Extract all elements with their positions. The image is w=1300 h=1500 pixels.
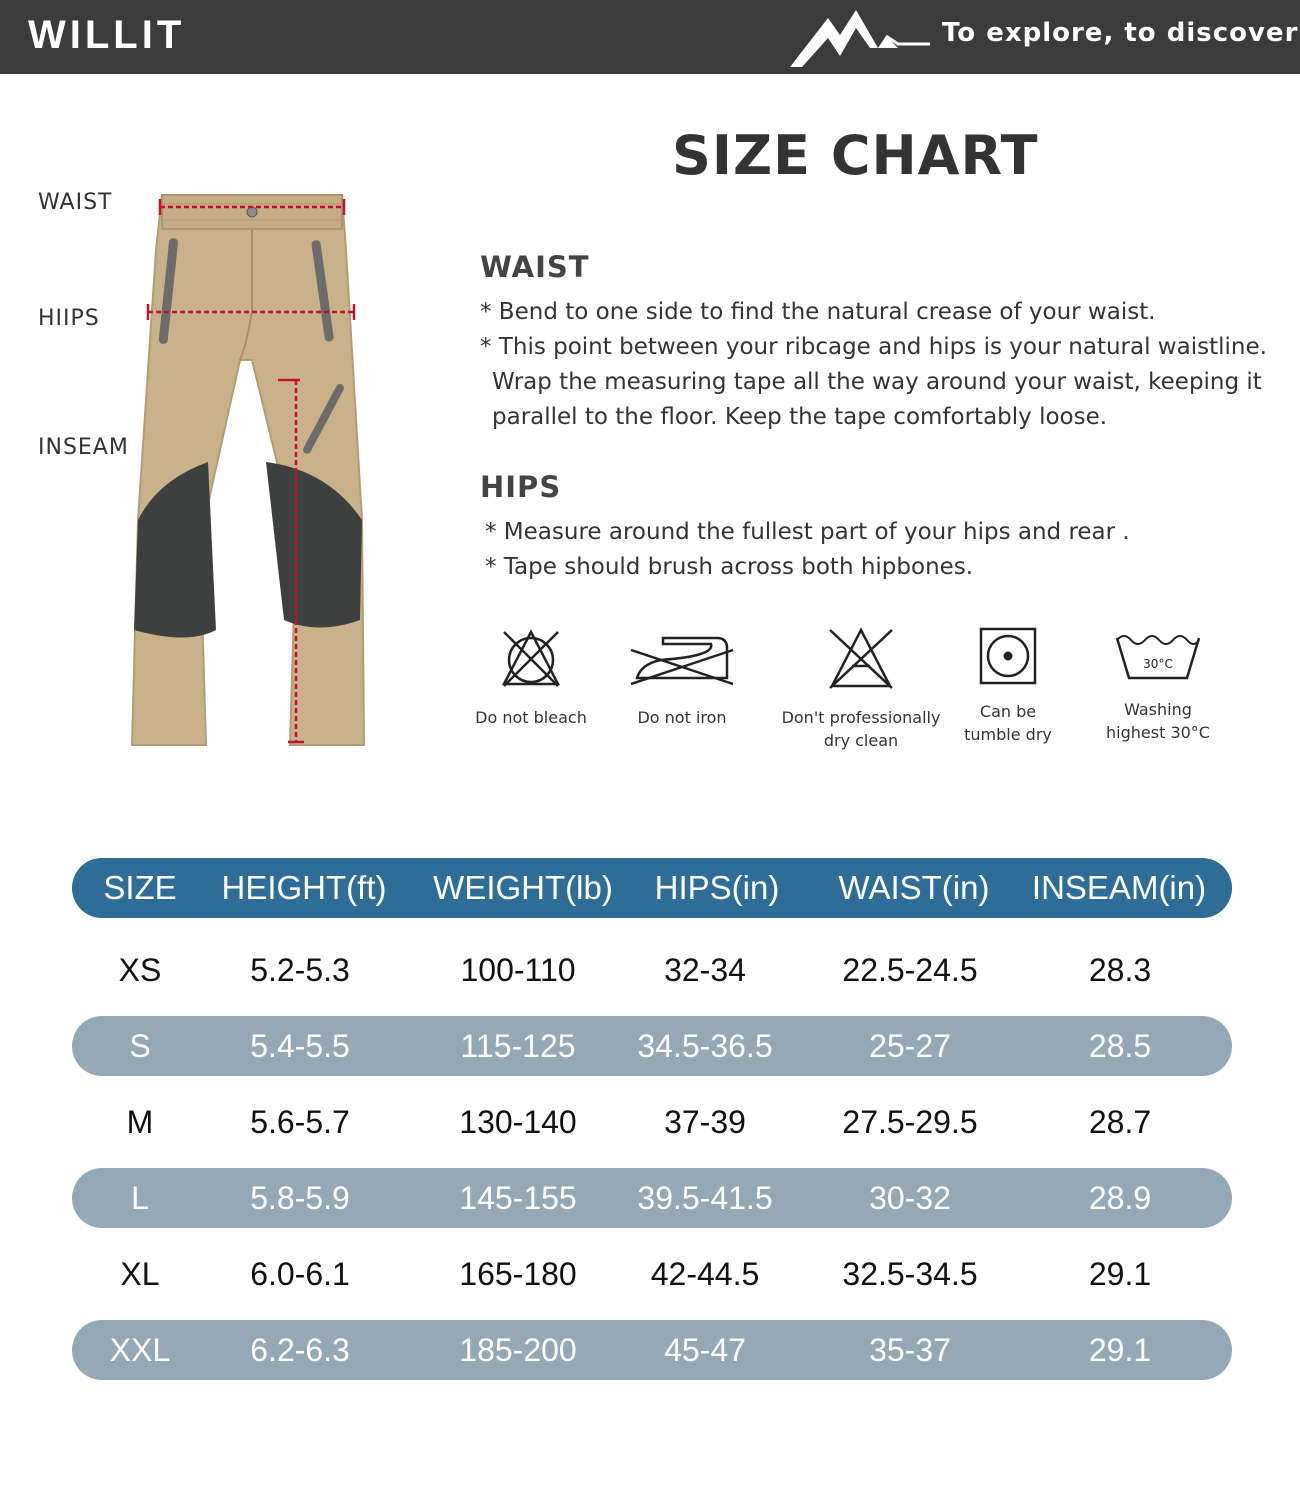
table-row <box>72 1244 1232 1304</box>
pant-label-hips: HIIPS <box>38 306 100 331</box>
table-row <box>72 1016 1232 1076</box>
cell-weight: 165-180 <box>459 1256 577 1292</box>
waist-bullet-4: parallel to the floor. Keep the tape comfortably loose. <box>492 404 1108 430</box>
waist-bullet-1: * Bend to one side to find the natural crease of your waist. <box>480 299 1156 325</box>
waist-heading: WAIST <box>480 250 590 284</box>
pants-illustration <box>128 190 368 750</box>
cell-size: XS <box>118 952 162 988</box>
cell-weight: 185-200 <box>459 1332 577 1368</box>
care-label-iron: Do not iron <box>637 708 727 727</box>
cell-hips: 34.5-36.5 <box>637 1028 773 1064</box>
cell-weight: 115-125 <box>460 1028 576 1064</box>
wash-30-icon <box>1113 630 1203 684</box>
care-label-wash: Washing highest 30°C <box>1106 700 1210 742</box>
cell-waist: 27.5-29.5 <box>842 1104 978 1140</box>
column-header-weight: WEIGHT(lb) <box>433 869 613 906</box>
waist-bullet-2: * This point between your ribcage and hips is your natural waistline. <box>480 334 1267 360</box>
cell-size: S <box>129 1028 151 1064</box>
cell-hips: 45-47 <box>664 1332 746 1368</box>
cell-weight: 145-155 <box>459 1180 577 1216</box>
cell-waist: 32.5-34.5 <box>842 1256 978 1292</box>
tagline: To explore, to discover <box>942 18 1299 48</box>
cell-weight: 100-110 <box>460 952 576 988</box>
column-header-size: SIZE <box>103 869 177 906</box>
cell-inseam: 29.1 <box>1088 1256 1152 1292</box>
column-header-waist: WAIST(in) <box>838 869 990 906</box>
cell-size: XL <box>120 1256 160 1292</box>
care-do-not-iron <box>597 626 767 729</box>
cell-height: 5.4-5.5 <box>250 1028 350 1064</box>
cell-waist: 22.5-24.5 <box>842 952 978 988</box>
cell-height: 6.0-6.1 <box>250 1256 350 1292</box>
cell-waist: 25-27 <box>869 1028 951 1064</box>
hips-bullet-2: * Tape should brush across both hipbones. <box>485 554 974 580</box>
care-do-not-bleach <box>446 626 616 729</box>
care-tumble-dry <box>923 626 1093 746</box>
do-not-iron-icon <box>627 626 737 692</box>
mountain-peaks-icon <box>788 4 933 70</box>
cell-weight: 130-140 <box>459 1104 577 1140</box>
care-label-tumble: Can be tumble dry <box>964 702 1052 744</box>
table-row <box>72 1168 1232 1228</box>
cell-height: 5.8-5.9 <box>250 1180 350 1216</box>
do-not-dry-clean-icon <box>826 626 896 692</box>
cell-inseam: 28.9 <box>1088 1180 1152 1216</box>
cell-height: 5.6-5.7 <box>250 1104 350 1140</box>
cell-size: M <box>126 1104 154 1140</box>
care-label-bleach: Do not bleach <box>475 708 587 727</box>
hips-heading: HIPS <box>480 470 562 504</box>
tumble-dry-icon <box>978 626 1038 686</box>
cell-waist: 35-37 <box>869 1332 951 1368</box>
cell-height: 6.2-6.3 <box>250 1332 350 1368</box>
cell-waist: 30-32 <box>869 1180 951 1216</box>
waist-bullet-3: Wrap the measuring tape all the way around your waist, keeping it <box>492 369 1262 395</box>
column-header-hips: HIPS(in) <box>654 869 780 906</box>
cell-size: XXL <box>109 1332 171 1368</box>
cell-hips: 39.5-41.5 <box>637 1180 773 1216</box>
table-row <box>72 1092 1232 1152</box>
table-header-row <box>72 858 1232 918</box>
cell-hips: 32-34 <box>664 952 746 988</box>
cell-height: 5.2-5.3 <box>250 952 350 988</box>
brand-name: WILLIT <box>28 13 186 57</box>
cell-hips: 37-39 <box>664 1104 746 1140</box>
pant-label-waist: WAIST <box>38 190 113 215</box>
hips-bullet-1: * Measure around the fullest part of your hips and rear . <box>485 519 1130 545</box>
do-not-bleach-icon <box>498 626 564 692</box>
cell-inseam: 28.7 <box>1088 1104 1152 1140</box>
cell-inseam: 29.1 <box>1088 1332 1152 1368</box>
care-label-dry-clean: Don't professionally dry clean <box>781 708 941 750</box>
wash-temperature: 30°C <box>1143 657 1173 671</box>
column-header-height: HEIGHT(ft) <box>221 869 387 906</box>
table-row <box>72 940 1232 1000</box>
cell-inseam: 28.5 <box>1088 1028 1152 1064</box>
care-wash-30 <box>1073 630 1243 744</box>
header-bar <box>0 0 1300 74</box>
page-title: SIZE CHART <box>672 124 1039 187</box>
cell-size: L <box>131 1180 149 1216</box>
pant-label-inseam: INSEAM <box>38 435 129 460</box>
table-row <box>72 1320 1232 1380</box>
care-do-not-dry-clean <box>776 626 946 752</box>
cell-hips: 42-44.5 <box>650 1256 760 1292</box>
column-header-inseam: INSEAM(in) <box>1031 869 1207 906</box>
cell-inseam: 28.3 <box>1088 952 1152 988</box>
